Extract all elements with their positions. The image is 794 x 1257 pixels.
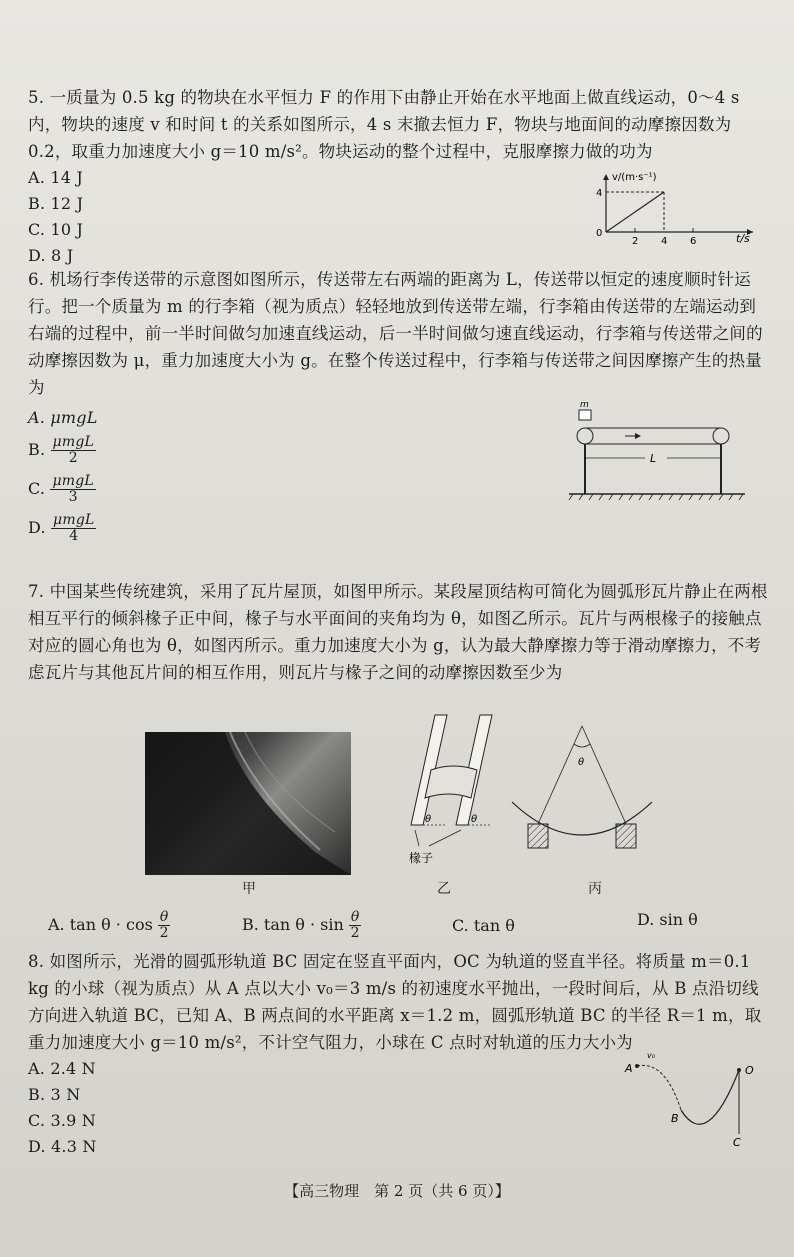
center-angle-label: θ	[578, 757, 585, 768]
q8-track-diagram	[615, 1048, 775, 1148]
point-a	[635, 1064, 639, 1068]
q8-option-a: A. 2.4 N	[28, 1059, 96, 1078]
page-footer: 【高三物理 第 2 页（共 6 页）】	[284, 1182, 510, 1200]
graph-xtick-6: 6	[690, 236, 697, 247]
figure-label-jia: 甲	[242, 881, 256, 897]
figure-label-bing: 丙	[588, 881, 602, 897]
ground-hatching	[569, 494, 743, 500]
right-roller	[713, 428, 729, 444]
left-rafter-section	[528, 824, 548, 848]
graph-xlabel: t/s	[736, 232, 750, 245]
rafter-angle-right: θ	[471, 814, 478, 825]
label-o: O	[745, 1064, 754, 1077]
q7-option-a: A. tan θ · cos $\frac{\theta}{2}$	[48, 909, 169, 941]
rafter-label: 椽子	[409, 851, 434, 865]
question-6-stem: 6. 机场行李传送带的示意图如图所示，传送带左右两端的距离为 L，传送带以恒定的速度顺时针运行。把一个质量为 m 的行李箱（视为质点）轻轻地放到传送带左端，行李箱由传送带的左端运动到右端的过程中，前一半时间做匀加速直线运动，后一半时间做匀速直线运动，行李箱与传送带之间的动摩擦因数为 μ，重力加速度大小为 g。在整个传送过程中，行李箱与传送带之间因摩擦产生的热量为	[28, 270, 763, 397]
graph-line	[606, 192, 664, 232]
radius-left	[538, 726, 585, 824]
q7-option-c: C. tan θ	[452, 916, 515, 935]
question-5-stem: 5. 一质量为 0.5 kg 的物块在水平恒力 F 的作用下由静止开始在水平地面上做直线运动，0～4 s 内，物块的速度 v 和时间 t 的关系如图所示，4 s 末撤去恒力 F，物块与地面间的动摩擦因数为 0.2，取重力加速度大小 g＝10 m/s²。物块运动的整个过程中，克服摩擦力做的功为	[28, 88, 740, 161]
length-label: L	[650, 452, 657, 465]
graph-ytick-4: 4	[596, 188, 603, 199]
graph-origin: 0	[596, 228, 603, 239]
label-b: B	[671, 1112, 679, 1125]
tile-cross-section	[510, 720, 660, 860]
rafter-angle-left: θ	[425, 814, 432, 825]
q6-option-b-fraction: $\frac{\text{μmgL}}{2}$	[52, 434, 94, 466]
q6-conveyor-diagram	[565, 398, 750, 508]
q5-option-a: A. 14 J	[28, 168, 83, 187]
q6-option-d: D. $\frac{\text{μmgL}}{4}$	[28, 512, 95, 544]
luggage-label: m	[580, 400, 589, 410]
tile	[425, 766, 477, 798]
q7-option-a-fraction: $\frac{\theta}{2}$	[159, 909, 169, 941]
graph-xtick-2: 2	[632, 236, 639, 247]
rafter-pointer-right	[429, 830, 461, 846]
q8-option-b: B. 3 N	[28, 1085, 81, 1104]
graph-ylabel: v/(m·s⁻¹)	[612, 172, 657, 183]
point-o	[737, 1068, 741, 1072]
q8-option-c: C. 3.9 N	[28, 1111, 96, 1130]
q7-option-b-fraction: $\frac{\theta}{2}$	[350, 909, 360, 941]
q8-option-d: D. 4.3 N	[28, 1137, 97, 1156]
q6-option-a: A. μmgL	[28, 408, 98, 427]
rafter-pointer-left	[415, 830, 419, 846]
question-8-stem: 8. 如图所示，光滑的圆弧形轨道 BC 固定在竖直平面内，OC 为轨道的竖直半径。将质量 m＝0.1 kg 的小球（视为质点）从 A 点以大小 v₀＝3 m/s 的初速度水平抛出，一段时间后，从 B 点沿切线方向进入轨道 BC，已知 A、B 两点间的水平距离 x＝1.2 m，圆弧形轨道 BC 的半径 R＝1 m，取重力加速度大小 g＝10 m/s²，不计空气阻力，小球在 C 点时对轨道的压力大小为	[28, 952, 762, 1052]
roof-photo-detail	[145, 732, 351, 875]
center-angle-arc	[574, 744, 590, 747]
q5-option-b: B. 12 J	[28, 194, 84, 213]
question-7	[28, 578, 768, 686]
label-v0: v₀	[647, 1051, 655, 1060]
question-7-stem: 7. 中国某些传统建筑，采用了瓦片屋顶，如图甲所示。某段屋顶结构可简化为圆弧形瓦片静止在两根相互平行的倾斜椽子正中间，椽子与水平面间的夹角均为 θ，如图乙所示。瓦片与两根椽子的接触点对应的圆心角也为 θ，如图丙所示。重力加速度大小为 g，认为最大静摩擦力等于滑动摩擦力，不考虑瓦片与其他瓦片间的相互作用，则瓦片与椽子之间的动摩擦因数至少为	[28, 582, 768, 682]
graph-xtick-4: 4	[661, 236, 668, 247]
q6-option-b: B. $\frac{\text{μmgL}}{2}$	[28, 434, 94, 466]
q7-option-b: B. tan θ · sin $\frac{\theta}{2}$	[242, 909, 360, 941]
q6-option-c-fraction: $\frac{\text{μmgL}}{3}$	[52, 473, 94, 505]
label-c: C	[733, 1136, 741, 1148]
radius-right	[582, 726, 626, 824]
left-roller	[577, 428, 593, 444]
right-rafter-section	[616, 824, 636, 848]
q6-option-c: C. $\frac{\text{μmgL}}{3}$	[28, 473, 94, 505]
figure-label-yi: 乙	[437, 881, 451, 897]
roof-photo	[145, 732, 351, 875]
q7-option-d: D. sin θ	[637, 910, 698, 929]
q5-option-c: C. 10 J	[28, 220, 84, 239]
q5-option-d: D. 8 J	[28, 246, 74, 265]
projectile-path	[637, 1065, 681, 1110]
graph-v-arrow	[603, 174, 609, 180]
rafter-figure	[405, 710, 495, 875]
q6-option-d-fraction: $\frac{\text{μmgL}}{4}$	[53, 512, 95, 544]
luggage-box	[579, 410, 591, 420]
arc-track-bc	[681, 1070, 739, 1124]
q5-vt-graph	[588, 170, 763, 250]
label-a: A	[625, 1062, 633, 1075]
